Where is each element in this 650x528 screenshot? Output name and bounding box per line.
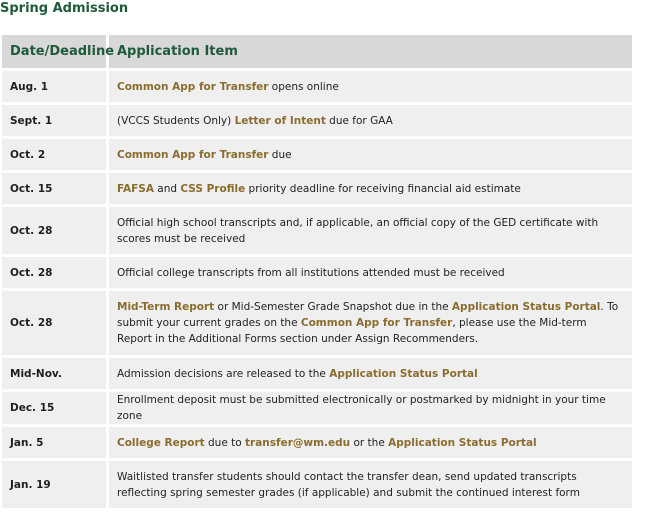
table-body [2, 71, 632, 508]
deadline-cell: Oct. 28 [2, 207, 109, 254]
application-item-cell [109, 139, 632, 170]
deadline-cell: Oct. 2 [2, 139, 109, 170]
item-text: Waitlisted transfer students should contact the transfer dean, send updated transcripts reflecting spring semester grades (if applicable) and submit the continued interest form [117, 470, 580, 499]
item-link[interactable]: Common App for Transfer [300, 317, 453, 329]
deadline-cell: Jan. 19 [2, 461, 109, 508]
table-row [2, 392, 632, 424]
item-link[interactable]: CSS Profile [180, 182, 246, 195]
table-header-row [2, 35, 632, 68]
item-link[interactable]: Application Status Portal [329, 367, 478, 380]
table-row [2, 105, 632, 136]
page-title: Spring Admission [0, 1, 129, 16]
application-item-cell [109, 392, 632, 424]
item-text: Official college transcripts from all institutions attended must be received [117, 266, 505, 279]
deadline-cell: Oct. 15 [2, 173, 109, 204]
item-text: Admission decisions are released to the [117, 367, 330, 380]
application-item-cell [109, 257, 632, 288]
item-text: , please use the Mid-term Report in the Additional Forms section under Assign Recommenders. [117, 317, 587, 345]
item-text: . To submit your current grades on the [117, 301, 619, 329]
item-link[interactable]: Common App for Transfer [117, 80, 269, 93]
item-link[interactable]: Mid-Term Report [117, 301, 215, 313]
application-item-cell [109, 291, 632, 355]
item-link[interactable]: Application Status Portal [388, 436, 537, 449]
deadline-cell: Sept. 1 [2, 105, 109, 136]
header-date-deadline: Date/Deadline [2, 35, 109, 68]
application-item-cell [109, 173, 632, 204]
deadline-cell: Mid-Nov. [2, 358, 109, 389]
item-link[interactable]: Common App for Transfer [117, 148, 269, 161]
item-text: and [153, 182, 181, 195]
table-row [2, 257, 632, 288]
item-text: due for GAA [325, 114, 393, 127]
table-row [2, 173, 632, 204]
deadline-cell: Aug. 1 [2, 71, 109, 102]
item-link[interactable]: Letter of Intent [234, 114, 326, 127]
deadline-cell: Dec. 15 [2, 392, 109, 424]
deadline-cell: Oct. 28 [2, 257, 109, 288]
application-item-cell [109, 427, 632, 458]
item-text: priority deadline for receiving financial aid estimate [245, 182, 521, 195]
item-text: due [268, 148, 292, 161]
table-row [2, 358, 632, 389]
table-row [2, 291, 632, 355]
item-text: (VCCS Students Only) [117, 114, 235, 127]
application-item-cell [109, 71, 632, 102]
table-row [2, 139, 632, 170]
item-text: Official high school transcripts and, if applicable, an official copy of the GED certificate with scores must be received [117, 216, 599, 245]
item-link[interactable]: Application Status Portal [451, 301, 601, 313]
item-text: or the [350, 436, 389, 449]
item-text: or Mid-Semester Grade Snapshot due in the [214, 301, 452, 313]
application-item-cell [109, 358, 632, 389]
item-link[interactable]: College Report [117, 436, 205, 449]
item-text: Enrollment deposit must be submitted electronically or postmarked by midnight in your time zone [117, 394, 606, 422]
deadline-cell: Jan. 5 [2, 427, 109, 458]
application-item-cell [109, 461, 632, 508]
application-item-cell [109, 207, 632, 254]
table-row [2, 207, 632, 254]
deadline-cell: Oct. 28 [2, 291, 109, 355]
table-row [2, 461, 632, 508]
application-item-cell [109, 105, 632, 136]
item-link[interactable]: FAFSA [117, 182, 154, 195]
admission-table [2, 32, 632, 511]
item-link[interactable]: transfer@wm.edu [245, 436, 351, 449]
table-row [2, 71, 632, 102]
item-text: due to [204, 436, 246, 449]
item-text: opens online [268, 80, 339, 93]
table-row [2, 427, 632, 458]
header-application-item: Application Item [109, 35, 632, 68]
